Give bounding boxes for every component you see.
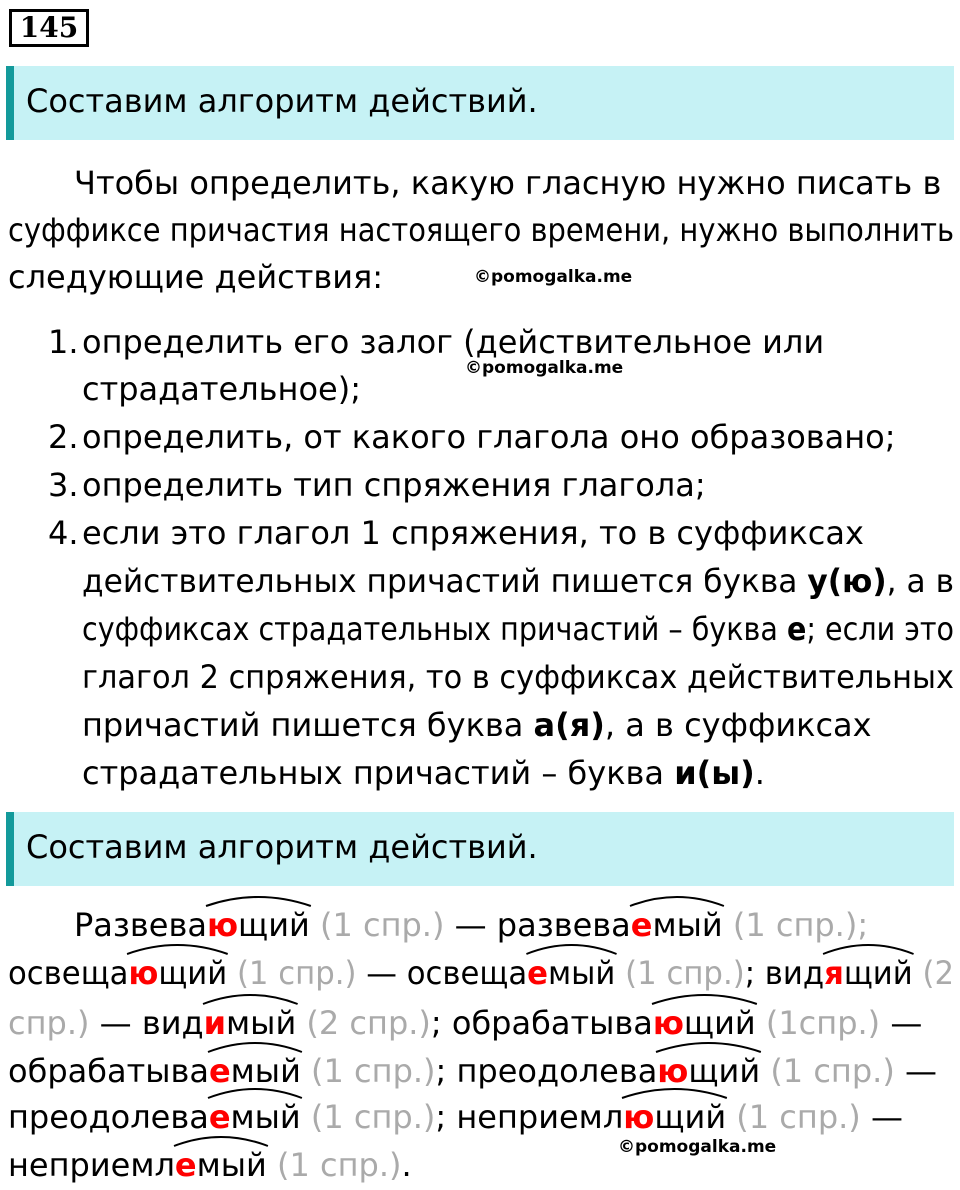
watermark: ©pomogalka.me: [465, 358, 624, 378]
suffix-mark: емый: [209, 1052, 301, 1090]
suffix-arc-icon: [654, 1040, 763, 1054]
step-number: 3.: [48, 466, 79, 504]
suffix-mark: ющий: [623, 1098, 726, 1136]
section-heading-2: Составим алгоритм действий.: [6, 812, 954, 886]
watermark: ©pomogalka.me: [618, 1137, 777, 1157]
step-1-line-2: страдательное);: [82, 370, 361, 408]
watermark: ©pomogalka.me: [474, 267, 633, 287]
bold-letter: а(я): [533, 706, 605, 744]
step-4-line-5: причастий пишется буква а(я), а в суффиксах: [82, 706, 872, 744]
example-line-6: неприемл емый (1 спр.).: [8, 1146, 412, 1184]
suffix-arc-icon: [524, 942, 618, 956]
intro-line-1: Чтобы определить, какую гласную нужно писать в: [74, 164, 942, 202]
step-number: 1.: [48, 323, 79, 361]
step-4-line-6: страдательных причастий – буква и(ы).: [82, 754, 765, 792]
suffix-mark: ющий: [207, 906, 310, 944]
suffix-mark: ющий: [653, 1004, 756, 1042]
suffix-arc-icon: [172, 1134, 270, 1148]
step-4-line-2: действительных причастий пишется буква у(ю), а в: [82, 562, 954, 600]
suffix-mark: емый: [527, 954, 615, 992]
section-heading-1: Составим алгоритм действий.: [6, 66, 954, 140]
intro-line-3: следующие действия:: [8, 258, 384, 296]
suffix-arc-icon: [628, 894, 726, 908]
step-4-line-3: суффиксах страдательных причастий – буква е; если это: [82, 610, 954, 648]
example-line-5: преодолева емый (1 спр.); неприемл ющий (1 спр.) —: [8, 1098, 903, 1136]
example-line-1: Развева ющий (1 спр.) — развева емый (1 спр.);: [74, 906, 868, 944]
suffix-arc-icon: [650, 992, 759, 1006]
suffix-mark: имый: [204, 1004, 297, 1042]
task-number: 145: [9, 9, 89, 47]
suffix-arc-icon: [126, 942, 230, 956]
suffix-mark: емый: [209, 1098, 301, 1136]
intro-line-2: суффиксе причастия настоящего времени, нужно выполнить: [8, 211, 954, 249]
step-4-line-1: если это глагол 1 спряжения, то в суффиксах: [82, 514, 864, 552]
step-4-line-4: глагол 2 спряжения, то в суффиксах действительных: [82, 658, 954, 696]
step-number: 4.: [48, 514, 79, 552]
suffix-arc-icon: [201, 992, 300, 1006]
suffix-arc-icon: [206, 1040, 304, 1054]
bold-letter: у(ю): [807, 562, 887, 600]
suffix-mark: ющий: [128, 954, 227, 992]
suffix-arc-icon: [206, 1086, 304, 1100]
example-line-4: обрабатыва емый (1 спр.); преодолева ющий (1 спр.) —: [8, 1052, 937, 1090]
bold-letter: е: [786, 610, 807, 648]
suffix-mark: ющий: [657, 1052, 760, 1090]
bold-letter: и(ы): [674, 754, 755, 792]
suffix-mark: емый: [175, 1146, 267, 1184]
example-line-3: спр.) — вид имый (2 спр.); обрабатыва ющий (1спр.) —: [8, 1004, 922, 1042]
step-2-line-1: определить, от какого глагола оно образовано;: [82, 418, 896, 456]
step-1-line-1: определить его залог (действительное или: [82, 323, 825, 361]
suffix-mark: ящий: [824, 954, 913, 992]
step-number: 2.: [48, 418, 79, 456]
step-3-line-1: определить тип спряжения глагола;: [82, 466, 706, 504]
suffix-mark: емый: [631, 906, 723, 944]
suffix-arc-icon: [620, 1086, 729, 1100]
suffix-arc-icon: [821, 942, 915, 956]
example-line-2: освеща ющий (1 спр.) — освеща емый (1 спр.); вид ящий (2: [8, 954, 954, 992]
suffix-arc-icon: [204, 894, 313, 908]
